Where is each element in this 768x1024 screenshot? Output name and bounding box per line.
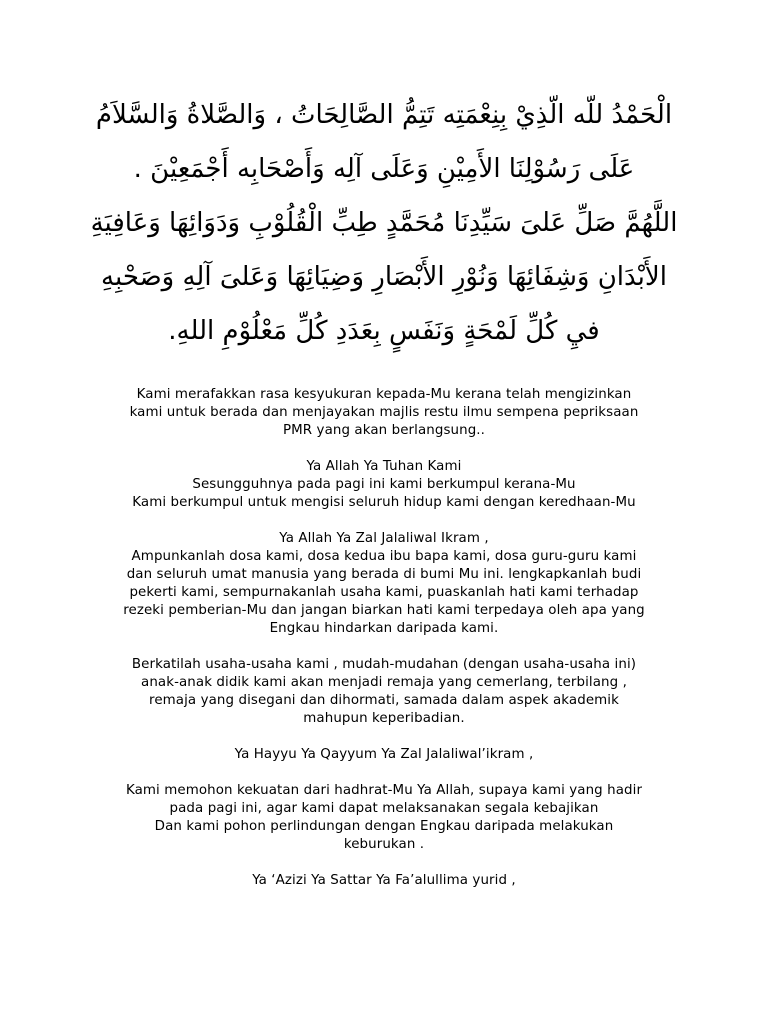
text-line: pada pagi ini, agar kami dapat melaksanakan segala kebajikan	[169, 801, 599, 816]
text-line: Dan kami pohon perlindungan dengan Engkau daripada melakukan	[154, 819, 614, 834]
text-line: Ya Hayyu Ya Qayyum Ya Zal Jalaliwal’ikram ,	[234, 747, 534, 762]
text-line: rezeki pemberian-Mu dan jangan biarkan hati kami terpedaya oleh apa yang	[123, 603, 645, 618]
text-line: Berkatilah usaha-usaha kami , mudah-mudahan (dengan usaha-usaha ini)	[131, 657, 637, 672]
text-line: kami untuk berada dan menjayakan majlis restu ilmu sempena pepriksaan	[129, 405, 639, 420]
text-line: mahupun keperibadian.	[303, 711, 465, 726]
text-line: pekerti kami, sempurnakanlah usaha kami, puaskanlah hati kami terhadap	[129, 585, 639, 600]
text-line: Kami merafakkan rasa kesyukuran kepada-Mu kerana telah mengizinkan	[136, 387, 632, 402]
paragraph-gathering	[84, 458, 684, 512]
paragraph-forgiveness	[84, 530, 684, 638]
text-line: Kami memohon kekuatan dari hadhrat-Mu Ya Allah, supaya kami yang hadir	[125, 783, 643, 798]
paragraph-closing-invocation	[84, 872, 684, 890]
arabic-line: عَلَى رَسُوْلِنَا الأَمِيْنِ وَعَلَى آلِه وَأَصْحَابِه أَجْمَعِيْنَ .	[133, 154, 635, 184]
text-line: dan seluruh umat manusia yang berada di bumi Mu ini. lengkapkanlah budi	[126, 567, 642, 582]
text-line: Kami berkumpul untuk mengisi seluruh hidup kami dengan keredhaan-Mu	[132, 495, 636, 510]
text-line: Ya Allah Ya Zal Jalaliwal Ikram ,	[279, 531, 489, 546]
paragraph-invocation	[84, 746, 684, 764]
text-line: Ya ‘Azizi Ya Sattar Ya Fa’alullima yurid ,	[252, 873, 516, 888]
text-line: Sesungguhnya pada pagi ini kami berkumpul kerana-Mu	[192, 477, 576, 492]
text-line: PMR yang akan berlangsung..	[282, 423, 486, 438]
paragraph-gratitude	[84, 386, 684, 440]
text-line: Ampunkanlah dosa kami, dosa kedua ibu bapa kami, dosa guru-guru kami	[131, 549, 637, 564]
arabic-line: الْحَمْدُ للّه الّذِيْ بِنِعْمَتِه تَتِمُّ الصَّالِحَاتُ ، وَالصَّلاةُ وَالسَّلاَمُ	[95, 100, 673, 130]
paragraph-blessing	[84, 656, 684, 728]
arabic-line: اللَّهُمَّ صَلِّ عَلىَ سَيِّدِنَا مُحَمَّدٍ طِبِّ الْقُلُوْبِ وَدَوَائِهَا وَعَافِيَةِ	[90, 208, 678, 238]
arabic-line: فيِ كُلِّ لَمْحَةٍ وَنَفَسٍ بِعَدَدِ كُلِّ مَعْلُوْمِ اللهِ.	[168, 316, 600, 346]
paragraph-strength	[84, 782, 684, 854]
text-line: keburukan .	[343, 837, 425, 852]
arabic-prayer	[90, 88, 678, 358]
text-line: remaja yang disegani dan dihormati, samada dalam aspek akademik	[149, 693, 619, 708]
arabic-line: الأَبْدَانِ وَشِفَائِهَا وَنُوْرِ الأَبْصَارِ وَضِيَائِهَا وَعَلىَ آلِهِ وَصَحْبِهِ	[101, 262, 667, 292]
text-line: Ya Allah Ya Tuhan Kami	[306, 459, 462, 474]
malay-prayer	[84, 386, 684, 908]
text-line: Engkau hindarkan daripada kami.	[269, 621, 499, 636]
text-line: anak-anak didik kami akan menjadi remaja yang cemerlang, terbilang ,	[141, 675, 627, 690]
